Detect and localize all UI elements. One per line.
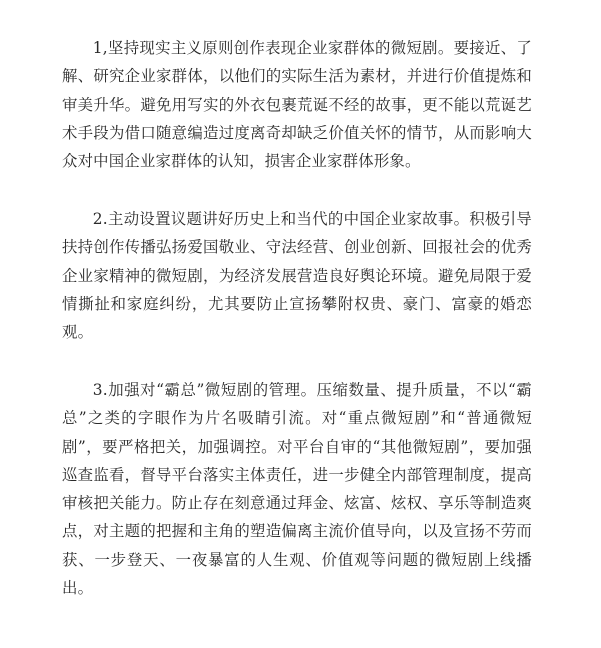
paragraph-3: 3.加强对“霸总”微短剧的管理。压缩数量、提升质量，不以“霸总”之类的字眼作为片名吸睛引流。对“重点微短剧”和“普通微短剧”，要严格把关，加强调控。对平台自审的“其他微短剧”，要加强巡查监看，督导平台落实主体责任，进一步健全内部管理制度，提高审核把关能力。防止存在刻意通过拜金、炫富、炫权、享乐等制造爽点，对主题的把握和主角的塑造偏离主流价值导向，以及宣扬不劳而获、一步登天、一夜暴富的人生观、价值观等问题的微短剧上线播出。 [62, 381, 532, 598]
paragraph-1: 1,坚持现实主义原则创作表现企业家群体的微短剧。要接近、了解、研究企业家群体，以他们的实际生活为素材，并进行价值提炼和审美升华。避免用写实的外衣包裹荒诞不经的故事，更不能以荒诞艺术手段为借口随意编造过度离奇却缺乏价值关怀的情节，从而影响大众对中国企业家群体的认知，损害企业家群体形象。 [62, 39, 532, 171]
paragraph-2: 2.主动设置议题讲好历史上和当代的中国企业家故事。积极引导扶持创作传播弘扬爱国敬业、守法经营、创业创新、回报社会的优秀企业家精神的微短剧，为经济发展营造良好舆论环境。避免局限于爱情撕扯和家庭纠纷，尤其要防止宣扬攀附权贵、豪门、富豪的婚恋观。 [62, 210, 532, 342]
